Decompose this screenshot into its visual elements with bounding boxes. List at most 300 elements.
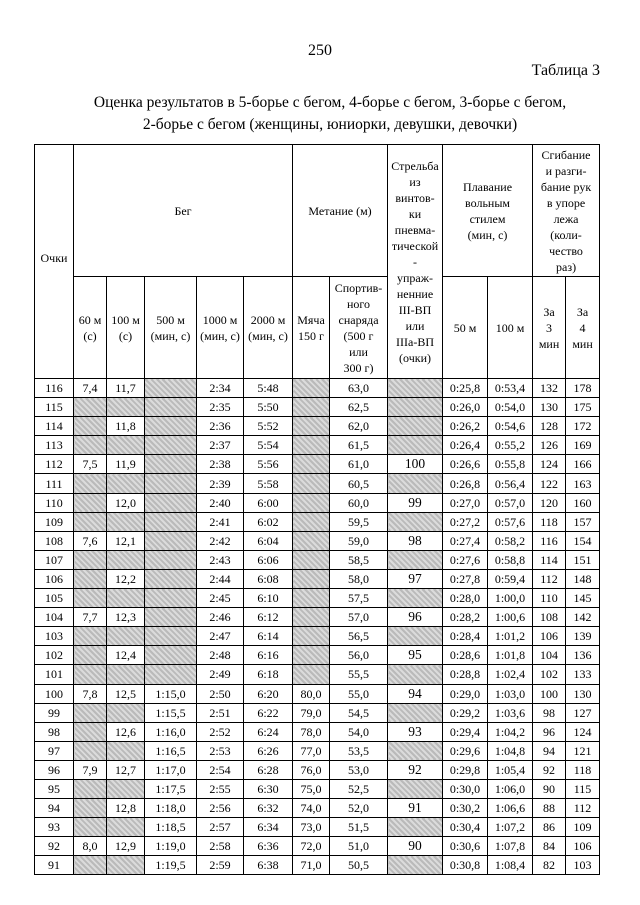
header-sport-projectile	[330, 277, 388, 379]
cell-pushups-4min: 103	[566, 856, 600, 875]
cell-sport-projectile: 51,0	[330, 837, 388, 856]
cell-run-60m	[74, 665, 107, 684]
cell-points: 109	[35, 512, 74, 531]
cell-pushups-4min: 175	[566, 398, 600, 417]
cell-sport-projectile: 58,0	[330, 569, 388, 588]
cell-ball-150g: 72,0	[293, 837, 330, 856]
cell-swim-50m: 0:25,8	[443, 379, 488, 398]
cell-swim-50m: 0:27,2	[443, 512, 488, 531]
cell-run-500m: 1:17,0	[145, 760, 197, 779]
cell-swim-100m: 1:08,4	[488, 856, 533, 875]
cell-run-500m	[145, 474, 197, 493]
cell-ball-150g	[293, 589, 330, 608]
cell-run-2000m: 6:26	[244, 741, 293, 760]
cell-swim-50m: 0:26,8	[443, 474, 488, 493]
cell-shooting	[388, 474, 443, 493]
cell-run-500m	[145, 436, 197, 455]
cell-pushups-4min: 106	[566, 837, 600, 856]
cell-ball-150g: 74,0	[293, 799, 330, 818]
cell-swim-50m: 0:26,2	[443, 417, 488, 436]
cell-run-100m: 12,8	[107, 799, 145, 818]
cell-run-100m	[107, 512, 145, 531]
scoring-table	[34, 144, 600, 875]
table-row	[35, 474, 600, 493]
cell-run-100m	[107, 779, 145, 798]
cell-run-2000m: 6:12	[244, 608, 293, 627]
table-row	[35, 779, 600, 798]
cell-run-100m: 11,9	[107, 455, 145, 474]
cell-sport-projectile: 61,0	[330, 455, 388, 474]
cell-swim-50m: 0:29,6	[443, 741, 488, 760]
cell-run-1000m: 2:57	[197, 818, 244, 837]
cell-pushups-3min: 100	[533, 684, 566, 703]
header-run-500m	[145, 277, 197, 379]
table-row	[35, 589, 600, 608]
cell-points: 91	[35, 856, 74, 875]
cell-sport-projectile: 56,0	[330, 646, 388, 665]
cell-swim-100m: 0:59,4	[488, 569, 533, 588]
cell-ball-150g	[293, 531, 330, 550]
cell-swim-50m: 0:28,4	[443, 627, 488, 646]
cell-run-500m: 1:15,5	[145, 703, 197, 722]
cell-run-500m: 1:17,5	[145, 779, 197, 798]
cell-pushups-3min: 122	[533, 474, 566, 493]
cell-run-60m	[74, 799, 107, 818]
cell-pushups-4min: 112	[566, 799, 600, 818]
cell-run-2000m: 5:48	[244, 379, 293, 398]
header-shooting	[388, 145, 443, 379]
cell-run-100m	[107, 703, 145, 722]
table-row	[35, 512, 600, 531]
table-row	[35, 665, 600, 684]
cell-run-500m	[145, 608, 197, 627]
cell-run-1000m: 2:54	[197, 760, 244, 779]
cell-run-2000m: 6:32	[244, 799, 293, 818]
cell-pushups-3min: 126	[533, 436, 566, 455]
page-number: 250	[308, 42, 332, 59]
cell-sport-projectile: 62,5	[330, 398, 388, 417]
table-row	[35, 550, 600, 569]
cell-pushups-4min: 124	[566, 722, 600, 741]
cell-pushups-3min: 106	[533, 627, 566, 646]
header-throw: Метание (м)	[293, 145, 388, 277]
header-swim-50m: 50 м	[443, 277, 488, 379]
cell-pushups-3min: 118	[533, 512, 566, 531]
cell-pushups-4min: 118	[566, 760, 600, 779]
cell-pushups-3min: 92	[533, 760, 566, 779]
header-line: IIIа-ВП	[396, 334, 434, 349]
cell-run-100m: 12,4	[107, 646, 145, 665]
cell-swim-100m: 1:07,8	[488, 837, 533, 856]
cell-sport-projectile: 55,5	[330, 665, 388, 684]
cell-ball-150g	[293, 569, 330, 588]
cell-run-2000m: 5:54	[244, 436, 293, 455]
cell-pushups-4min: 115	[566, 779, 600, 798]
table-row	[35, 818, 600, 837]
header-line: За	[543, 304, 555, 319]
header-points: Очки	[35, 145, 74, 379]
header-line: лежа	[553, 211, 579, 226]
cell-swim-50m: 0:28,6	[443, 646, 488, 665]
cell-points: 98	[35, 722, 74, 741]
cell-run-500m: 1:16,5	[145, 741, 197, 760]
cell-run-2000m: 6:04	[244, 531, 293, 550]
header-line: Мяча	[297, 312, 325, 327]
cell-sport-projectile: 55,0	[330, 684, 388, 703]
cell-run-2000m: 5:52	[244, 417, 293, 436]
header-line: вольным	[465, 195, 510, 210]
cell-pushups-4min: 151	[566, 550, 600, 569]
cell-sport-projectile: 54,5	[330, 703, 388, 722]
table-label: Таблица 3	[531, 62, 600, 79]
cell-run-2000m: 6:10	[244, 589, 293, 608]
cell-ball-150g: 75,0	[293, 779, 330, 798]
cell-ball-150g: 77,0	[293, 741, 330, 760]
table-row	[35, 569, 600, 588]
cell-pushups-4min: 109	[566, 818, 600, 837]
cell-swim-50m: 0:29,0	[443, 684, 488, 703]
cell-shooting: 94	[388, 684, 443, 703]
cell-points: 104	[35, 608, 74, 627]
cell-run-60m	[74, 741, 107, 760]
header-line: в упоре	[546, 195, 586, 210]
header-line: (с)	[83, 328, 97, 343]
cell-run-60m: 7,5	[74, 455, 107, 474]
caption-line: Оценка результатов в 5-борье с бегом, 4-борье с бегом, 3-борье с бегом,	[93, 94, 567, 111]
table-row	[35, 417, 600, 436]
cell-run-2000m: 6:24	[244, 722, 293, 741]
cell-sport-projectile: 50,5	[330, 856, 388, 875]
header-swimming	[443, 145, 533, 277]
cell-run-2000m: 6:36	[244, 837, 293, 856]
cell-run-100m	[107, 589, 145, 608]
cell-pushups-4min: 136	[566, 646, 600, 665]
header-line: мин	[538, 336, 560, 351]
cell-sport-projectile: 57,0	[330, 608, 388, 627]
cell-run-60m: 7,7	[74, 608, 107, 627]
cell-run-100m: 12,6	[107, 722, 145, 741]
cell-shooting: 91	[388, 799, 443, 818]
cell-swim-50m: 0:29,8	[443, 760, 488, 779]
cell-pushups-3min: 108	[533, 608, 566, 627]
cell-run-2000m: 6:14	[244, 627, 293, 646]
cell-pushups-3min: 120	[533, 493, 566, 512]
cell-run-2000m: 6:06	[244, 550, 293, 569]
cell-ball-150g	[293, 608, 330, 627]
cell-run-1000m: 2:51	[197, 703, 244, 722]
cell-ball-150g	[293, 493, 330, 512]
cell-run-500m	[145, 627, 197, 646]
cell-shooting: 100	[388, 455, 443, 474]
cell-sport-projectile: 52,5	[330, 779, 388, 798]
cell-shooting: 99	[388, 493, 443, 512]
table-row	[35, 703, 600, 722]
header-line: (мин, с)	[200, 328, 240, 343]
cell-run-1000m: 2:40	[197, 493, 244, 512]
cell-run-60m	[74, 856, 107, 875]
cell-run-1000m: 2:58	[197, 837, 244, 856]
cell-run-1000m: 2:45	[197, 589, 244, 608]
cell-run-1000m: 2:41	[197, 512, 244, 531]
cell-run-100m: 12,3	[107, 608, 145, 627]
cell-pushups-3min: 102	[533, 665, 566, 684]
cell-run-1000m: 2:39	[197, 474, 244, 493]
cell-run-2000m: 6:28	[244, 760, 293, 779]
cell-pushups-4min: 166	[566, 455, 600, 474]
cell-pushups-3min: 90	[533, 779, 566, 798]
cell-points: 100	[35, 684, 74, 703]
cell-swim-100m: 1:05,4	[488, 760, 533, 779]
cell-swim-100m: 1:04,2	[488, 722, 533, 741]
header-line: -	[413, 254, 418, 269]
cell-points: 116	[35, 379, 74, 398]
cell-run-60m	[74, 646, 107, 665]
cell-run-500m: 1:19,0	[145, 837, 197, 856]
cell-pushups-3min: 112	[533, 569, 566, 588]
header-line: бание рук	[540, 179, 592, 194]
cell-swim-100m: 1:00,0	[488, 589, 533, 608]
cell-ball-150g	[293, 627, 330, 646]
cell-ball-150g	[293, 417, 330, 436]
cell-pushups-4min: 121	[566, 741, 600, 760]
cell-swim-100m: 1:02,4	[488, 665, 533, 684]
cell-swim-100m: 0:56,4	[488, 474, 533, 493]
cell-swim-50m: 0:26,4	[443, 436, 488, 455]
table-row	[35, 398, 600, 417]
cell-run-500m: 1:18,5	[145, 818, 197, 837]
cell-shooting	[388, 379, 443, 398]
cell-swim-50m: 0:29,2	[443, 703, 488, 722]
cell-shooting	[388, 417, 443, 436]
cell-ball-150g: 80,0	[293, 684, 330, 703]
cell-sport-projectile: 53,5	[330, 741, 388, 760]
header-line: 300 г)	[343, 360, 374, 375]
cell-swim-100m: 1:04,8	[488, 741, 533, 760]
cell-swim-50m: 0:26,0	[443, 398, 488, 417]
cell-run-1000m: 2:36	[197, 417, 244, 436]
cell-ball-150g	[293, 474, 330, 493]
cell-run-100m	[107, 627, 145, 646]
cell-run-500m	[145, 398, 197, 417]
cell-swim-50m: 0:30,2	[443, 799, 488, 818]
cell-pushups-3min: 82	[533, 856, 566, 875]
cell-swim-100m: 0:57,6	[488, 512, 533, 531]
cell-sport-projectile: 58,5	[330, 550, 388, 569]
cell-run-1000m: 2:56	[197, 799, 244, 818]
table-row	[35, 741, 600, 760]
cell-shooting: 92	[388, 760, 443, 779]
cell-run-500m	[145, 550, 197, 569]
cell-shooting	[388, 818, 443, 837]
cell-run-1000m: 2:44	[197, 569, 244, 588]
cell-ball-150g: 71,0	[293, 856, 330, 875]
header-line: Спортив-	[334, 280, 383, 295]
cell-run-1000m: 2:42	[197, 531, 244, 550]
cell-run-60m	[74, 722, 107, 741]
cell-swim-100m: 1:01,8	[488, 646, 533, 665]
cell-run-2000m: 6:08	[244, 569, 293, 588]
cell-pushups-3min: 124	[533, 455, 566, 474]
cell-run-60m: 7,6	[74, 531, 107, 550]
cell-run-100m: 12,2	[107, 569, 145, 588]
cell-ball-150g	[293, 379, 330, 398]
cell-shooting	[388, 703, 443, 722]
header-line: III-ВП	[398, 302, 432, 317]
cell-swim-100m: 0:55,8	[488, 455, 533, 474]
cell-swim-50m: 0:28,0	[443, 589, 488, 608]
cell-pushups-4min: 178	[566, 379, 600, 398]
header-line: стилем	[469, 211, 506, 226]
cell-run-60m	[74, 398, 107, 417]
cell-points: 101	[35, 665, 74, 684]
header-line: (очки)	[399, 350, 431, 365]
cell-run-100m: 11,7	[107, 379, 145, 398]
cell-points: 107	[35, 550, 74, 569]
cell-shooting: 96	[388, 608, 443, 627]
cell-run-60m: 7,8	[74, 684, 107, 703]
header-line: 4	[579, 320, 586, 335]
cell-sport-projectile: 60,5	[330, 474, 388, 493]
cell-pushups-4min: 172	[566, 417, 600, 436]
cell-points: 112	[35, 455, 74, 474]
cell-swim-50m: 0:28,2	[443, 608, 488, 627]
cell-ball-150g	[293, 512, 330, 531]
cell-run-500m: 1:19,5	[145, 856, 197, 875]
header-pushups	[533, 145, 600, 277]
header-line: упраж-	[396, 270, 434, 285]
cell-points: 105	[35, 589, 74, 608]
cell-run-500m: 1:15,0	[145, 684, 197, 703]
header-line: За	[576, 304, 589, 319]
header-line: (мин, с)	[467, 227, 508, 242]
cell-points: 110	[35, 493, 74, 512]
cell-ball-150g: 79,0	[293, 703, 330, 722]
cell-run-1000m: 2:49	[197, 665, 244, 684]
header-line: (мин, с)	[150, 328, 191, 343]
header-line: 60 м	[78, 312, 102, 327]
header-run: Бег	[74, 145, 293, 277]
cell-run-1000m: 2:53	[197, 741, 244, 760]
cell-run-500m	[145, 493, 197, 512]
table-row	[35, 493, 600, 512]
cell-run-100m	[107, 818, 145, 837]
cell-run-500m	[145, 512, 197, 531]
table-caption	[40, 92, 620, 136]
table-row	[35, 531, 600, 550]
cell-run-500m	[145, 646, 197, 665]
header-line: 2000 м	[250, 312, 286, 327]
cell-run-1000m: 2:59	[197, 856, 244, 875]
cell-shooting: 97	[388, 569, 443, 588]
cell-swim-100m: 1:03,6	[488, 703, 533, 722]
cell-pushups-4min: 133	[566, 665, 600, 684]
cell-points: 99	[35, 703, 74, 722]
header-line: ненние	[396, 286, 434, 301]
header-line: Плавание	[463, 179, 513, 194]
cell-run-1000m: 2:38	[197, 455, 244, 474]
cell-run-100m	[107, 474, 145, 493]
cell-run-100m: 12,7	[107, 760, 145, 779]
cell-run-60m	[74, 703, 107, 722]
cell-pushups-4min: 145	[566, 589, 600, 608]
header-line: 1000 м	[202, 312, 238, 327]
cell-run-2000m: 6:38	[244, 856, 293, 875]
header-line: тической	[391, 238, 439, 253]
cell-shooting	[388, 589, 443, 608]
cell-run-2000m: 6:20	[244, 684, 293, 703]
cell-run-1000m: 2:48	[197, 646, 244, 665]
cell-sport-projectile: 54,0	[330, 722, 388, 741]
cell-run-100m	[107, 856, 145, 875]
caption-line: 2-борье с бегом (женщины, юниорки, девушки, девочки)	[142, 116, 518, 133]
cell-shooting	[388, 398, 443, 417]
cell-run-2000m: 6:30	[244, 779, 293, 798]
header-line: 500 м	[156, 312, 185, 327]
cell-ball-150g: 73,0	[293, 818, 330, 837]
header-line: (коли-	[550, 227, 582, 242]
cell-swim-100m: 0:58,2	[488, 531, 533, 550]
cell-run-2000m: 5:50	[244, 398, 293, 417]
header-line: винтов-	[395, 190, 435, 205]
cell-swim-50m: 0:27,8	[443, 569, 488, 588]
cell-run-2000m: 5:58	[244, 474, 293, 493]
cell-swim-100m: 1:00,6	[488, 608, 533, 627]
cell-ball-150g	[293, 665, 330, 684]
header-line: из	[409, 174, 421, 189]
cell-swim-50m: 0:26,6	[443, 455, 488, 474]
cell-run-60m	[74, 550, 107, 569]
header-line: или	[349, 344, 368, 359]
header-line: Сгибание	[541, 147, 591, 162]
header-run-2000m	[244, 277, 293, 379]
table-row	[35, 627, 600, 646]
cell-run-1000m: 2:43	[197, 550, 244, 569]
cell-swim-100m: 1:01,2	[488, 627, 533, 646]
table-row	[35, 684, 600, 703]
cell-run-500m: 1:16,0	[145, 722, 197, 741]
cell-run-60m	[74, 627, 107, 646]
cell-run-1000m: 2:37	[197, 436, 244, 455]
header-line: (с)	[118, 328, 133, 343]
cell-run-60m	[74, 474, 107, 493]
cell-points: 114	[35, 417, 74, 436]
cell-run-60m	[74, 493, 107, 512]
header-line: 150 г	[298, 328, 324, 343]
header-line: Стрельба	[391, 158, 439, 173]
table-body	[35, 379, 600, 875]
table-row	[35, 856, 600, 875]
cell-run-60m	[74, 512, 107, 531]
table-row	[35, 608, 600, 627]
header-run-1000m	[197, 277, 244, 379]
cell-pushups-4min: 130	[566, 684, 600, 703]
cell-ball-150g	[293, 398, 330, 417]
cell-points: 93	[35, 818, 74, 837]
cell-run-500m	[145, 379, 197, 398]
cell-points: 106	[35, 569, 74, 588]
header-pushups-4min	[566, 277, 600, 379]
cell-sport-projectile: 52,0	[330, 799, 388, 818]
cell-swim-50m: 0:30,6	[443, 837, 488, 856]
cell-swim-50m: 0:27,4	[443, 531, 488, 550]
header-line: ки	[408, 206, 422, 221]
table-row	[35, 436, 600, 455]
cell-shooting: 98	[388, 531, 443, 550]
cell-sport-projectile: 59,0	[330, 531, 388, 550]
cell-shooting	[388, 856, 443, 875]
cell-run-2000m: 6:16	[244, 646, 293, 665]
header-pushups-3min	[533, 277, 566, 379]
